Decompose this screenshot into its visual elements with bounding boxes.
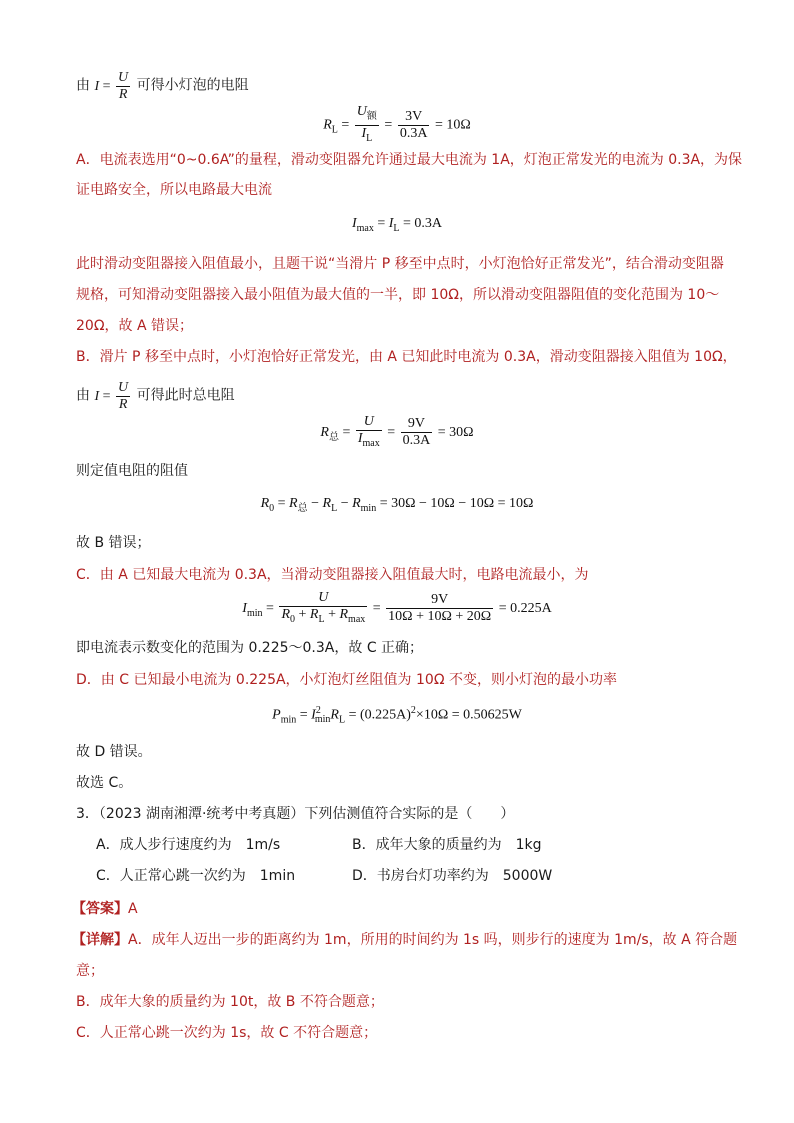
paragraph-line-3: 20Ω，故 A 错误；: [76, 318, 193, 334]
option-a-analysis-2: 证电路安全，所以电路最大电流: [76, 182, 272, 198]
question-3-option-c: C．人正常心跳一次约为 1min: [96, 868, 296, 884]
equation-min-power: $P_{min} = I^2_{min}R_L = (0.225A)^2\times 10\Omega = 0.50625W$: [272, 705, 522, 726]
equation-min-current: $I_{min}$ = $\frac{U}{R_0 + R_L + R_{max}}$ = $\frac{9V}{10\Omega + 10\Omega + 20\Omega}$ = 0.225A: [242, 590, 552, 625]
question-3-stem: 3．（2023 湖南湘潭·统考中考真题）下列估测值符合实际的是（ ）: [76, 806, 515, 822]
detail-option-b: B．成年大象的质量约为 10t，故 B 不符合题意；: [76, 994, 384, 1010]
option-c-analysis-2: 即电流表示数变化的范围为 0.225～0.3A，故 C 正确；: [76, 640, 424, 656]
question-3-option-a: A．成人步行速度约为 1m/s: [96, 837, 281, 853]
option-b-analysis-1: B．滑片 P 移至中点时，小灯泡恰好正常发光，由 A 已知此时电流为 0.3A，滑动变阻器接入阻值为 10Ω，: [76, 349, 737, 365]
equation-max-current: $I_{max} = I_L = 0.3A$: [351, 216, 443, 234]
detail-label: 【详解】: [72, 932, 128, 948]
final-choice: 故选 C。: [76, 775, 133, 791]
equation-total-resistance: $R_总$ = $\frac{U}{I_{max}}$ = $\frac{9V}{0.3A}$ = 30Ω: [320, 414, 474, 449]
detail-line-1: 【详解】A．成年人迈出一步的距离约为 1m，所用的时间约为 1s 吗，则步行的速度为 1m/s，故 A 符合题: [72, 932, 738, 948]
answer-label: 【答案】: [72, 901, 128, 917]
paragraph-line-2: 规格，可知滑动变阻器接入最小阻值为最大值的一半，即 10Ω，所以滑动变阻器阻值的变化范围为 10～: [76, 287, 720, 303]
option-a-analysis-1: A．电流表选用“0~0.6A”的量程，滑动变阻器允许通过最大电流为 1A，灯泡正常发光的电流为 0.3A，为保: [76, 152, 743, 168]
detail-line-2: 意；: [76, 963, 104, 979]
option-c-analysis-1: C．由 A 已知最大电流为 0.3A，当滑动变阻器接入阻值最大时，电路电流最小，为: [76, 567, 589, 583]
option-d-conclusion: 故 D 错误。: [76, 744, 152, 760]
equation-r0: $R_0 = R_总 - R_L - R_{min} = 30\Omega - 10\Omega - 10\Omega = 10\Omega$: [260, 496, 534, 514]
option-d-analysis-1: D．由 C 已知最小电流为 0.225A，小灯泡灯丝阻值为 10Ω 不变，则小灯泡的最小功率: [76, 672, 617, 688]
detail-option-c: C．人正常心跳一次约为 1s，故 C 不符合题意；: [76, 1025, 378, 1041]
fixed-resistor-text: 则定值电阻的阻值: [76, 463, 188, 479]
answer-line: [72, 899, 732, 919]
formula-intro-line: 由 I = $\frac{U}{R}$ 可得小灯泡的电阻: [76, 70, 249, 102]
text-prefix: 由: [76, 77, 90, 94]
question-3-option-d: D．书房台灯功率约为 5000W: [352, 868, 553, 884]
option-b-conclusion: 故 B 错误；: [76, 535, 151, 551]
question-3-option-b: B．成年大象的质量约为 1kg: [352, 837, 542, 853]
option-b-formula-line: 由 I = $\frac{U}{R}$ 可得此时总电阻: [76, 380, 235, 412]
answer-value: A: [128, 901, 138, 917]
paragraph-line-1: 此时滑动变阻器接入阻值最小，且题干说“当滑片 P 移至中点时，小灯泡恰好正常发光”，结合滑动变阻器: [76, 256, 724, 272]
text-suffix: 可得小灯泡的电阻: [136, 77, 249, 94]
equation-lamp-resistance: $R_L$ = $\frac{U_额}{I_L}$ = $\frac{3V}{0.3A}$ = 10Ω: [323, 104, 471, 144]
